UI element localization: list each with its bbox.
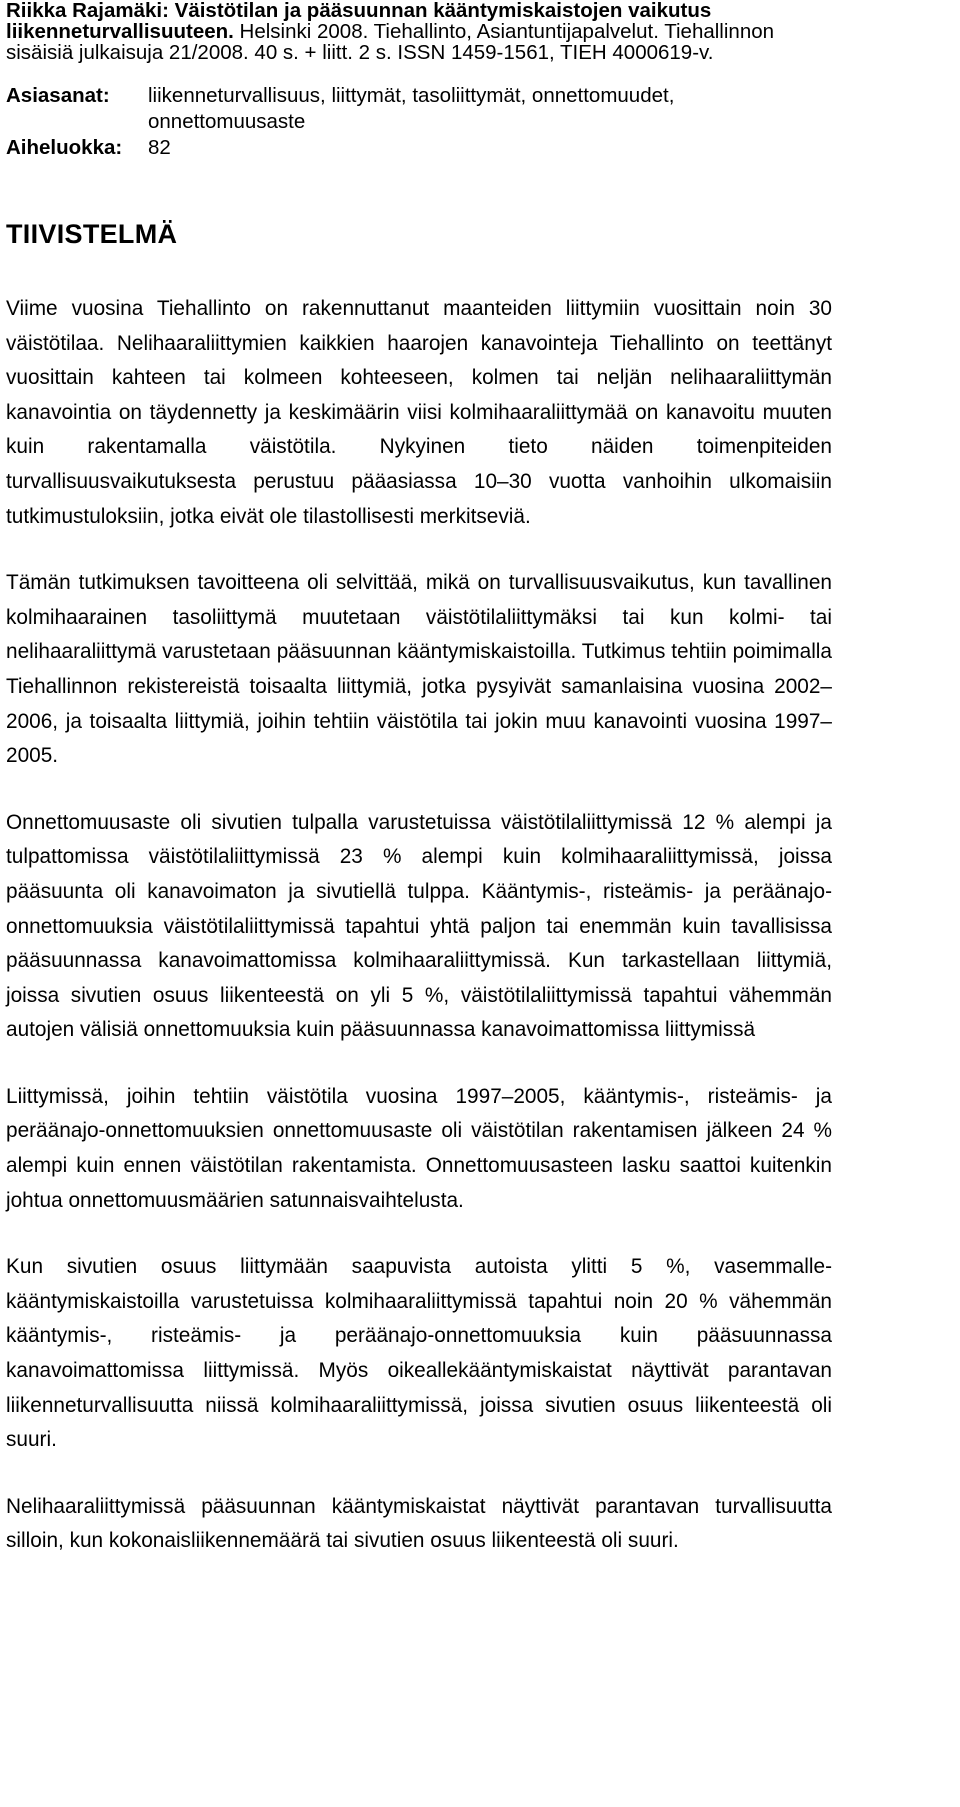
keywords-row — [6, 83, 832, 135]
abstract-heading: TIIVISTELMÄ — [6, 219, 178, 249]
abstract-body — [6, 292, 832, 1559]
subject-class-label: Aiheluokka: — [6, 136, 123, 159]
paragraph: Kun sivutien osuus liittymään saapuvista autoista ylitti 5 %, vasemmallekääntymiskaistoilla varustetuissa kolmihaaraliittymissä tapahtui noin 20 % vähemmän kääntymis-, risteämis- ja peräänajo-onnettomuuksia kuin pääsuunnassa kanavoimattomissa liittymissä. Myös oikeallekääntymiskaistat näyttivät parantavan liikenneturvallisuutta niissä kolmihaaraliittymissä, joissa sivutien osuus liikenteestä oli suuri. — [6, 1255, 832, 1452]
citation-publication-info: Helsinki 2008. Tiehallinto, Asiantuntijapalvelut. Tiehallinnon sisäisiä julkaisuja 21/2008. 40 s. + liitt. 2 s. ISSN 1459-1561, TIEH 4000619-v. — [6, 20, 775, 64]
paragraph: Nelihaaraliittymissä pääsuunnan kääntymiskaistat näyttivät parantavan turvallisuutta silloin, kun kokonaisliikennemäärä tai sivutien osuus liikenteestä oli suuri. — [6, 1494, 832, 1553]
paragraph: Viime vuosina Tiehallinto on rakennuttanut maanteiden liittymiin vuosittain noin 30 väistötilaa. Nelihaaraliittymien kaikkien haarojen kanavointeja Tiehallinto on teettänyt vuosittain kahteen tai kolmeen kohteeseen, kolmen tai neljän nelihaaraliittymän kanavointia on täydennetty ja keskimäärin viisi kolmihaaraliittymää on kanavoitu muuten kuin rakentamalla väistötila. Nykyinen tieto näiden toimenpiteiden turvallisuusvaikutuksesta perustuu pääasiassa 10–30 vuotta vanhoihin ulkomaisiin tutkimustuloksiin, jotka eivät ole tilastollisesti merkitseviä. — [6, 297, 832, 528]
document-page — [6, 0, 832, 1591]
citation-title: Riikka Rajamäki: Väistötilan ja pääsuunnan kääntymiskaistojen vaikutus liikenneturvallisuuteen. — [6, 0, 712, 43]
citation — [6, 0, 832, 63]
paragraph: Onnettomuusaste oli sivutien tulpalla varustetuissa väistötilaliittymissä 12 % alempi ja tulpattomissa väistötilaliittymissä 23 % alempi kuin kolmihaaraliittymissä, joissa pääsuunta oli kanavoimaton ja sivutiellä tulppa. Kääntymis-, risteämis- ja peräänajo-onnettomuuksia väistötilaliittymissä tapahtui yhtä paljon tai enemmän kuin tavallisissa pääsuunnassa kanavoimattomissa kolmihaaraliittymissä. Kun tarkastellaan liittymiä, joissa sivutien osuus liikenteestä on yli 5 %, väistötilaliittymissä tapahtui vähemmän autojen välisiä onnettomuuksia kuin pääsuunnassa kanavoimattomissa liittymissä — [6, 810, 832, 1042]
subject-class-value: 82 — [148, 136, 171, 159]
keywords-label: Asiasanat: — [6, 84, 110, 107]
metadata-block — [6, 83, 832, 161]
subject-class-row — [6, 135, 832, 161]
paragraph: Liittymissä, joihin tehtiin väistötila vuosina 1997–2005, kääntymis-, risteämis- ja peräänajo-onnettomuuksien onnettomuusaste oli väistötilan rakentamisen jälkeen 24 % alempi kuin ennen väistötilan rakentamista. Onnettomuusasteen lasku saattoi kuitenkin johtua onnettomuusmäärien satunnaisvaihtelusta. — [6, 1084, 832, 1212]
paragraph: Tämän tutkimuksen tavoitteena oli selvittää, mikä on turvallisuusvaikutus, kun tavallinen kolmihaarainen tasoliittymä muutetaan väistötilaliittymäksi tai kun kolmi- tai nelihaaraliittymä varustetaan pääsuunnan kääntymiskaistoilla. Tutkimus tehtiin poimimalla Tiehallinnon rekistereistä toisaalta liittymiä, jotka pysyivät samanlaisina vuosina 2002–2006, ja toisaalta liittymiä, joihin tehtiin väistötila tai jokin muu kanavointi vuosina 1997–2005. — [6, 571, 832, 768]
keywords-value: liikenneturvallisuus, liittymät, tasoliittymät, onnettomuudet, onnettomuusaste — [148, 84, 675, 133]
